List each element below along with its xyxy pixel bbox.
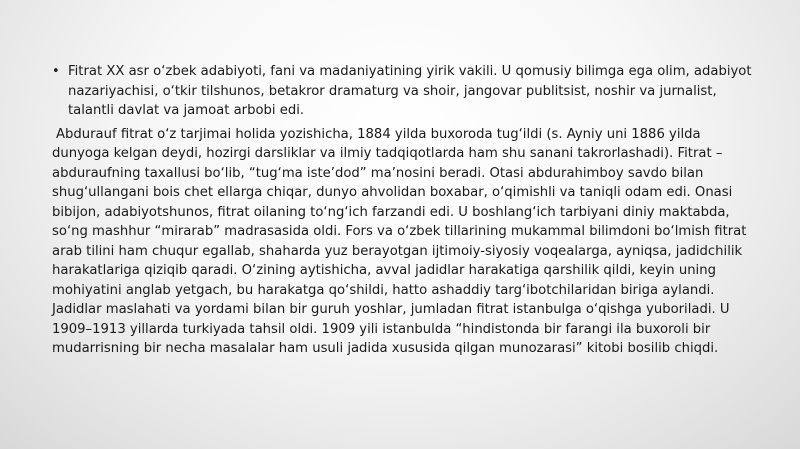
bullet-marker: • [52,64,60,79]
bullet-item [52,62,752,121]
bullet-text: Fitrat XX asr o‘zbek adabiyoti, fani va madaniyatining yirik vakili. U qomusiy bilimga ega olim, adabiyot nazariyachisi, o‘tkir tilshunos, betakror dramaturg va shoir, jangovar publitsist, noshir va jurnalist, talantli davlat va jamoat arbobi edi. [68,64,752,118]
body-paragraph: Abdurauf fitrat o‘z tarjimai holida yozishicha, 1884 yilda buxoroda tug‘ildi (s. Ayniy uni 1886 yilda dunyoga kelgan deydi, hozirgi darsliklar va ilmiy tadqiqotlarda ham shu sanani takrorlashadi). Fitrat – abduraufning taxallusi bo‘lib, “tug‘ma iste’dod” ma’nosini beradi. Otasi abdurahimboy savdo bilan shug‘ullangani bois chet ellarga chiqar, dunyo ahvolidan boxabar, o‘qimishli va taniqli odam edi. Onasi bibijon, adabiyotshunos, fitrat oilaning to‘ng‘ich farzandi edi. U boshlang‘ich tarbiyani diniy maktabda, so‘ng mashhur “mirarab” madrasasida oldi. Fors va o‘zbek tillarining mukammal bilimdoni bo‘lmish fitrat arab tilini ham chuqur egallab, shaharda yuz berayotgan ijtimoiy-siyosiy voqealarga, ayniqsa, jadidchilik harakatlariga qiziqib qaradi. O‘zining aytishicha, avval jadidlar harakatiga qarshilik qildi, keyin uning mohiyatini anglab yetgach, bu harakatga qo‘shildi, hatto ashaddiy targ‘ibotchilaridan biriga aylandi. Jadidlar maslahati va yordami bilan bir guruh yoshlar, jumladan fitrat istanbulga o‘qishga yuboriladi. U 1909–1913 yillarda turkiyada tahsil oldi. 1909 yili istanbulda “hindistonda bir farangi ila buxoroli bir mudarrisning bir necha masalalar ham usuli jadida xususida qilgan munozarasi” kitobi bosilib chiqdi. [52,127,747,356]
